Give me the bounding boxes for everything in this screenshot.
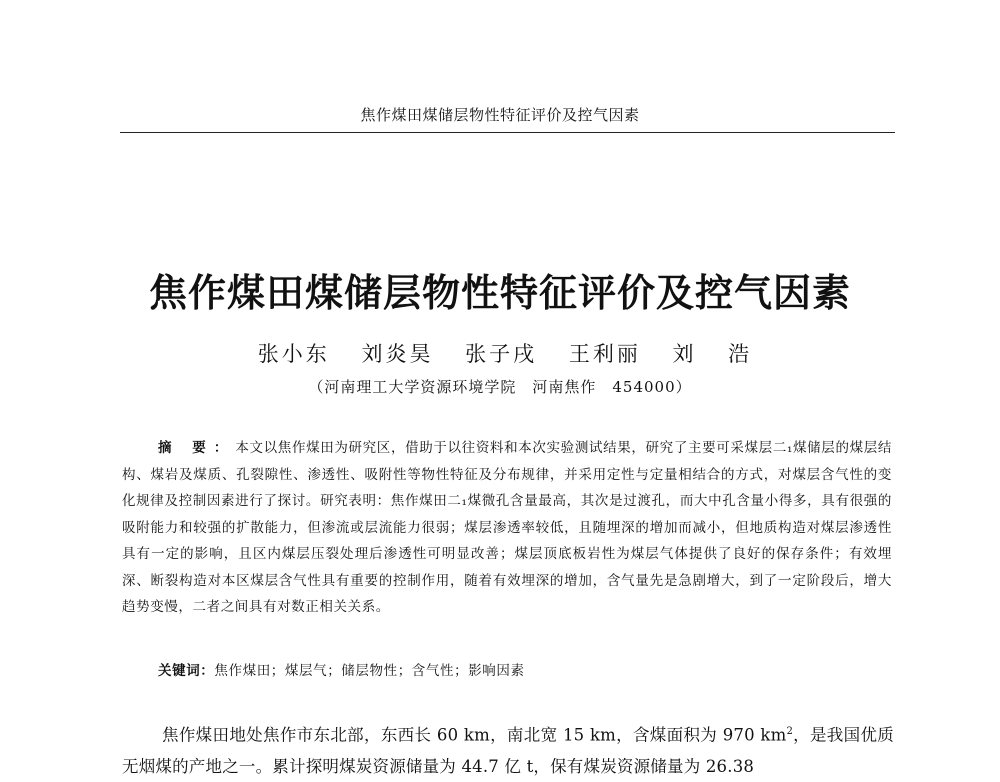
abstract-label: 摘 要： <box>158 440 236 456</box>
author-list: 张小东 刘炎昊 张子戌 王利丽 刘 浩 <box>257 342 753 366</box>
paper-title: 焦作煤田煤储层物性特征评价及控气因素 <box>148 271 851 315</box>
body-paragraph <box>122 716 894 782</box>
keywords <box>158 659 898 679</box>
abstract <box>122 435 892 621</box>
body-text-part1: 焦作煤田地处焦作市东北部，东西长 60 km，南北宽 15 km，含煤面积为 970 km <box>162 725 787 745</box>
running-head-rule <box>120 132 895 133</box>
affiliation: （河南理工大学资源环境学院 河南焦作 454000） <box>308 378 692 396</box>
keywords-label: 关键词： <box>158 663 215 679</box>
body-superscript: 2 <box>786 726 793 737</box>
running-head: 焦作煤田煤储层物性特征评价及控气因素 <box>360 106 640 124</box>
keywords-text: 焦作煤田；煤层气；储层物性；含气性；影响因素 <box>214 663 525 679</box>
body-text-part2: ，是我国优质无烟煤的产地之一。累计探明煤炭资源储量为 44.7 亿 t，保有煤炭资源储量为 26.38 <box>122 725 895 776</box>
abstract-text: 本文以焦作煤田为研究区，借助于以往资料和本次实验测试结果，研究了主要可采煤层二₁煤储层的煤层结构、煤岩及煤质、孔裂隙性、渗透性、吸附性等物性特征及分布规律，并采用定性与定量相结合的方式，对煤层含气性的变化规律及控制因素进行了探讨。研究表明：焦作煤田二₁煤微孔含量最高，其次是过渡孔，而大中孔含量小得多，具有很强的吸附能力和较强的扩散能力，但渗流或层流能力很弱；煤层渗透率较低，且随埋深的增加而减小，但地质构造对煤层渗透性具有一定的影响，且区内煤层压裂处理后渗透性可明显改善；煤层顶底板岩性为煤层气体提供了良好的保存条件；有效埋深、断裂构造对本区煤层含气性具有重要的控制作用，随着有效埋深的增加，含气量先是急剧增大，到了一定阶段后，增大趋势变慢，二者之间具有对数正相关关系。 <box>122 440 892 615</box>
